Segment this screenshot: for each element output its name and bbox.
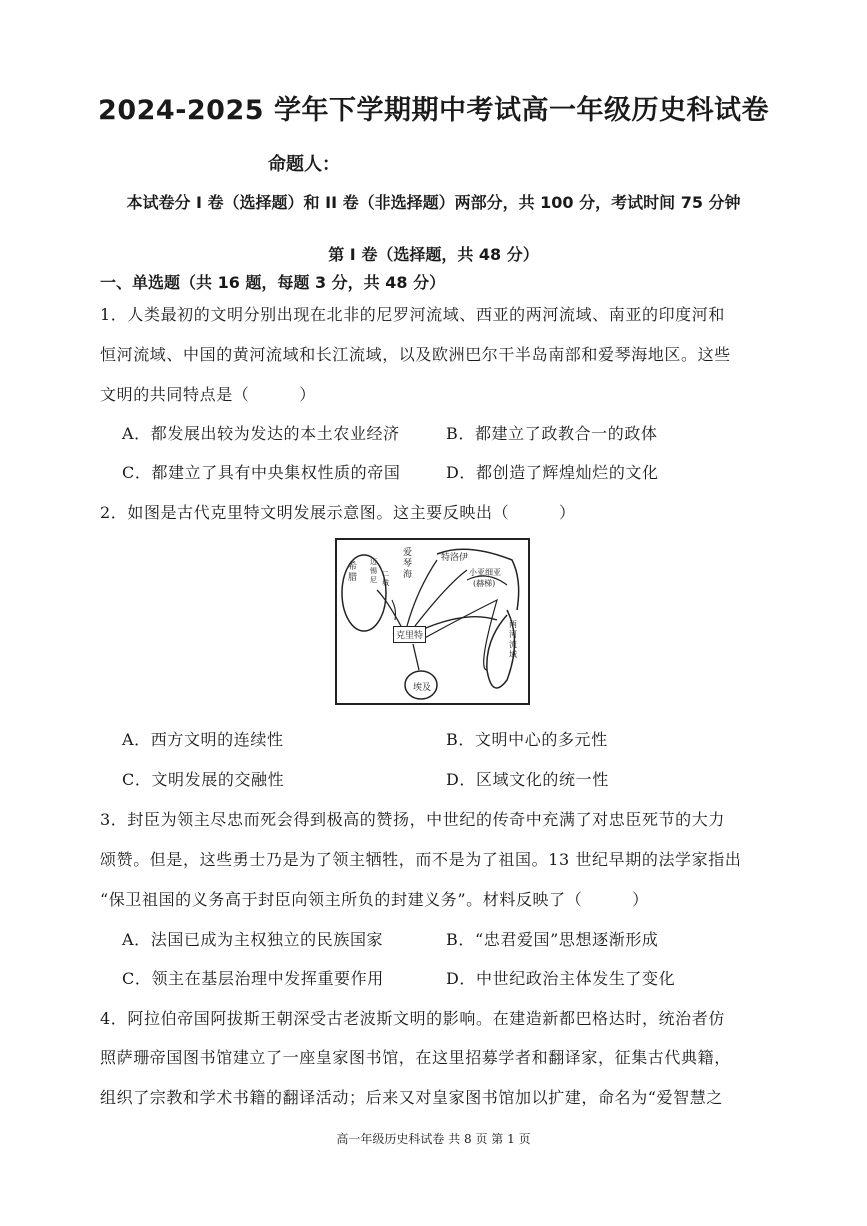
label-troy: 特洛伊 xyxy=(441,553,469,563)
q1-stem-line2: 恒河流域、中国的黄河流域和长江流域，以及欧洲巴尔干半岛南部和爱琴海地区。这些 xyxy=(100,345,731,364)
q1-option-a[interactable]: A．都发展出较为发达的本土农业经济 xyxy=(122,424,400,443)
q3-option-c[interactable]: C．领主在基层治理中发挥重要作用 xyxy=(122,969,384,988)
q1-option-c[interactable]: C．都建立了具有中央集权性质的帝国 xyxy=(122,463,401,482)
label-hittite: (赫梯) xyxy=(473,579,496,588)
q3-stem-line1: 3．封臣为领主尽忠而死会得到极高的赞扬，中世纪的传奇中充满了对忠臣死节的大力 xyxy=(100,810,725,829)
q1-option-b[interactable]: B．都建立了政教合一的政体 xyxy=(446,424,658,443)
exam-title: 2024-2025 学年下学期期中考试高一年级历史科试卷 xyxy=(98,95,769,126)
diagram-arrows xyxy=(337,540,528,703)
crete-civilization-diagram xyxy=(335,538,530,705)
label-asia-minor: 小亚细亚 xyxy=(469,568,501,577)
label-crete: 克里特 xyxy=(393,626,426,643)
page-footer: 高一年级历史科试卷 共 8 页 第 1 页 xyxy=(336,1132,531,1146)
label-second-city: 二城 xyxy=(382,570,389,587)
q2-option-a[interactable]: A．西方文明的连续性 xyxy=(122,730,284,749)
q4-stem-line2: 照萨珊帝国图书馆建立了一座皇家图书馆，在这里招募学者和翻译家，征集古代典籍， xyxy=(100,1048,731,1067)
q4-stem-line1: 4．阿拉伯帝国阿拔斯王朝深受古老波斯文明的影响。在建造新都巴格达时，统治者仿 xyxy=(100,1009,725,1028)
author-label: 命题人： xyxy=(268,154,340,175)
q2-option-d[interactable]: D．区域文化的统一性 xyxy=(446,770,609,789)
q2-option-c[interactable]: C．文明发展的交融性 xyxy=(122,770,285,789)
label-mycenae: 迈锡尼 xyxy=(370,558,377,584)
part-heading: 第 I 卷（选择题，共 48 分） xyxy=(328,245,539,264)
label-greece: 希腊 xyxy=(348,562,358,583)
q2-stem-line1: 2．如图是古代克里特文明发展示意图。这主要反映出（ ） xyxy=(100,503,576,522)
q2-option-b[interactable]: B．文明中心的多元性 xyxy=(446,730,608,749)
q1-stem-line3: 文明的共同特点是（ ） xyxy=(100,385,316,404)
label-egypt: 埃及 xyxy=(413,683,432,693)
q3-option-d[interactable]: D．中世纪政治主体发生了变化 xyxy=(446,969,676,988)
section-heading: 一、单选题（共 16 题，每题 3 分，共 48 分） xyxy=(100,273,446,292)
q4-stem-line3: 组织了宗教和学术书籍的翻译活动；后来又对皇家图书馆加以扩建，命名为“爱智慧之 xyxy=(100,1088,723,1107)
q3-option-a[interactable]: A．法国已成为主权独立的民族国家 xyxy=(122,930,384,949)
q3-stem-line2: 颂赞。但是，这些勇士乃是为了领主牺牲，而不是为了祖国。13 世纪早期的法学家指出 xyxy=(100,850,742,869)
q1-stem-line1: 1．人类最初的文明分别出现在北非的尼罗河流域、西亚的两河流域、南亚的印度河和 xyxy=(100,305,725,324)
label-aegean: 爱琴海 xyxy=(403,548,413,580)
exam-intro: 本试卷分 I 卷（选择题）和 II 卷（非选择题）两部分，共 100 分，考试时间 75 分钟 xyxy=(126,193,741,212)
q3-stem-line3: “保卫祖国的义务高于封臣向领主所负的封建义务”。材料反映了（ ） xyxy=(100,890,649,909)
q3-option-b[interactable]: B．“忠君爱国”思想逐渐形成 xyxy=(446,930,659,949)
label-mesopotamia: 两河流域 xyxy=(509,620,517,659)
q1-option-d[interactable]: D．都创造了辉煌灿烂的文化 xyxy=(446,463,659,482)
